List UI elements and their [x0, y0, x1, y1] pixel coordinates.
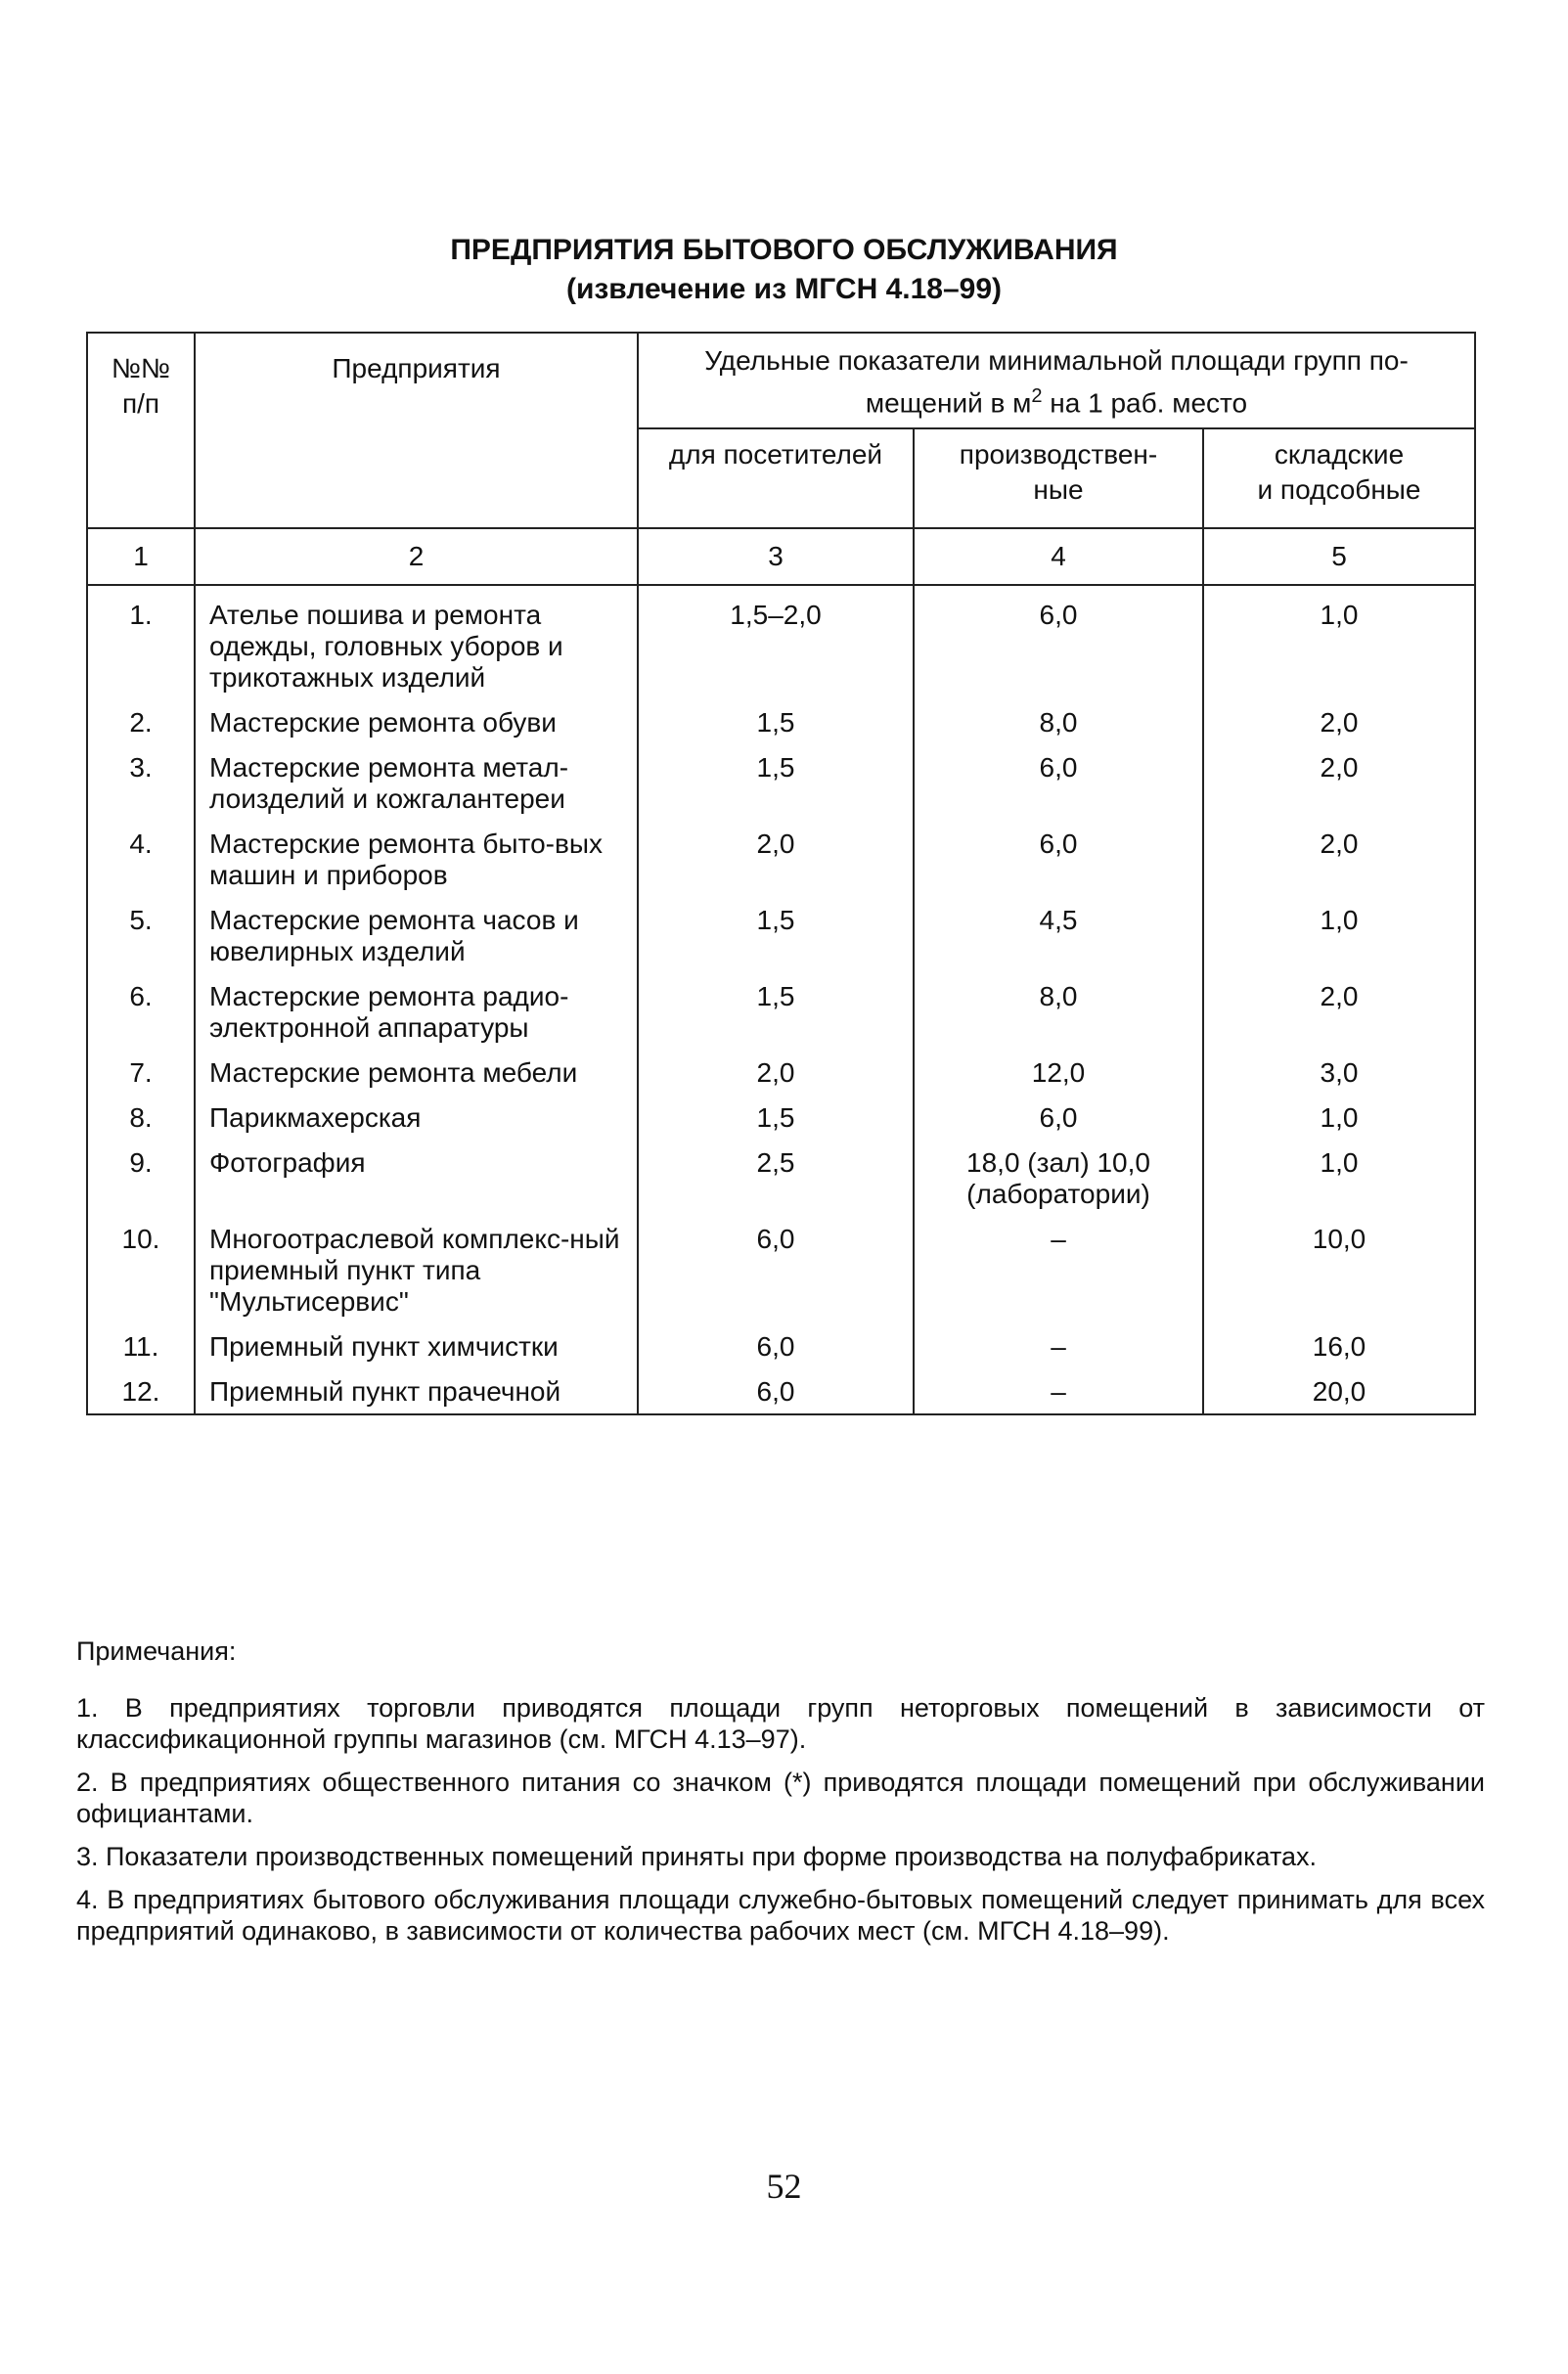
document-title [0, 231, 1568, 309]
row-name: Многоотраслевой комплекс-ный приемный пункт типа "Мультисервис" [195, 1216, 638, 1323]
row-num: 7. [87, 1050, 195, 1095]
note-item: 1. В предприятиях торговли приводятся площади групп неторговых помещений в зависимости от классификационной группы магазинов (см. МГСН 4.13–97). [76, 1693, 1485, 1754]
table-row [87, 699, 1475, 744]
row-production: 6,0 [914, 1095, 1203, 1140]
row-num: 2. [87, 699, 195, 744]
header-visitors: для посетителей [638, 428, 914, 528]
row-name: Мастерские ремонта обуви [195, 699, 638, 744]
row-name: Фотография [195, 1140, 638, 1216]
row-storage: 2,0 [1203, 973, 1475, 1050]
row-name: Приемный пункт прачечной [195, 1368, 638, 1414]
enterprises-table [86, 332, 1476, 1415]
row-storage: 2,0 [1203, 744, 1475, 821]
row-visitors: 1,5 [638, 1095, 914, 1140]
row-storage: 1,0 [1203, 1095, 1475, 1140]
column-number: 3 [638, 528, 914, 585]
row-storage: 16,0 [1203, 1323, 1475, 1368]
row-visitors: 6,0 [638, 1323, 914, 1368]
table-row [87, 1050, 1475, 1095]
row-storage: 1,0 [1203, 897, 1475, 973]
page-number: 52 [766, 2167, 802, 2206]
row-visitors: 1,5 [638, 699, 914, 744]
table-row [87, 1095, 1475, 1140]
row-num: 12. [87, 1368, 195, 1414]
row-storage: 10,0 [1203, 1216, 1475, 1323]
table-row [87, 973, 1475, 1050]
row-production: 6,0 [914, 821, 1203, 897]
row-production: – [914, 1368, 1203, 1414]
row-num: 11. [87, 1323, 195, 1368]
column-numbers-row [87, 528, 1475, 585]
note-item: 4. В предприятиях бытового обслуживания площади служебно-бытовых помещений следует принимать для всех предприятий одинаково, в зависимости от количества рабочих мест (см. МГСН 4.18–99). [76, 1885, 1485, 1946]
row-production: 6,0 [914, 744, 1203, 821]
header-production: производствен- ные [914, 428, 1203, 528]
notes-heading: Примечания: [76, 1636, 237, 1666]
row-production: 4,5 [914, 897, 1203, 973]
row-num: 8. [87, 1095, 195, 1140]
note-item: 2. В предприятиях общественного питания со значком (*) приводятся площади помещений при обслуживании официантами. [76, 1768, 1485, 1828]
row-visitors: 1,5–2,0 [638, 585, 914, 699]
row-name: Парикмахерская [195, 1095, 638, 1140]
table-row [87, 1216, 1475, 1323]
row-visitors: 2,0 [638, 1050, 914, 1095]
row-name: Приемный пункт химчистки [195, 1323, 638, 1368]
header-row-1 [87, 333, 1475, 428]
row-production: 8,0 [914, 973, 1203, 1050]
row-visitors: 1,5 [638, 897, 914, 973]
row-production: 6,0 [914, 585, 1203, 699]
table-row [87, 1368, 1475, 1414]
row-num: 5. [87, 897, 195, 973]
row-visitors: 6,0 [638, 1368, 914, 1414]
row-name: Мастерские ремонта метал-лоизделий и кожгалантереи [195, 744, 638, 821]
row-name: Мастерские ремонта радио-электронной аппаратуры [195, 973, 638, 1050]
row-production: 18,0 (зал) 10,0 (лаборатории) [914, 1140, 1203, 1216]
notes-section [76, 1635, 1485, 1958]
row-name: Мастерские ремонта быто-вых машин и приборов [195, 821, 638, 897]
table-row [87, 1140, 1475, 1216]
row-name: Мастерские ремонта мебели [195, 1050, 638, 1095]
row-visitors: 6,0 [638, 1216, 914, 1323]
row-storage: 20,0 [1203, 1368, 1475, 1414]
table-row [87, 585, 1475, 699]
column-number: 2 [195, 528, 638, 585]
row-production: 12,0 [914, 1050, 1203, 1095]
table-row [87, 744, 1475, 821]
note-item: 3. Показатели производственных помещений приняты при форме производства на полуфабрикатах. [76, 1842, 1318, 1871]
row-visitors: 2,5 [638, 1140, 914, 1216]
row-name: Мастерские ремонта часов и ювелирных изделий [195, 897, 638, 973]
row-visitors: 1,5 [638, 744, 914, 821]
column-number: 5 [1203, 528, 1475, 585]
row-num: 10. [87, 1216, 195, 1323]
row-storage: 2,0 [1203, 699, 1475, 744]
row-storage: 1,0 [1203, 1140, 1475, 1216]
row-production: – [914, 1323, 1203, 1368]
row-num: 3. [87, 744, 195, 821]
row-num: 6. [87, 973, 195, 1050]
row-visitors: 1,5 [638, 973, 914, 1050]
table-row [87, 821, 1475, 897]
row-visitors: 2,0 [638, 821, 914, 897]
table-row [87, 897, 1475, 973]
column-number: 1 [87, 528, 195, 585]
row-storage: 3,0 [1203, 1050, 1475, 1095]
header-area-group: Удельные показатели минимальной площади групп по- мещений в $м^2$ на 1 раб. место [638, 333, 1475, 428]
title-line-2: (извлечение из МГСН 4.18–99) [565, 273, 1003, 305]
row-production: – [914, 1216, 1203, 1323]
header-storage: складские и подсобные [1203, 428, 1475, 528]
row-num: 9. [87, 1140, 195, 1216]
row-num: 1. [87, 585, 195, 699]
table-row [87, 1323, 1475, 1368]
title-line-1: ПРЕДПРИЯТИЯ БЫТОВОГО ОБСЛУЖИВАНИЯ [450, 234, 1118, 266]
row-production: 8,0 [914, 699, 1203, 744]
header-num: №№ п/п [87, 333, 195, 528]
row-num: 4. [87, 821, 195, 897]
column-number: 4 [914, 528, 1203, 585]
row-storage: 2,0 [1203, 821, 1475, 897]
row-name: Ателье пошива и ремонта одежды, головных уборов и трикотажных изделий [195, 585, 638, 699]
row-storage: 1,0 [1203, 585, 1475, 699]
header-enterprise: Предприятия [195, 333, 638, 528]
